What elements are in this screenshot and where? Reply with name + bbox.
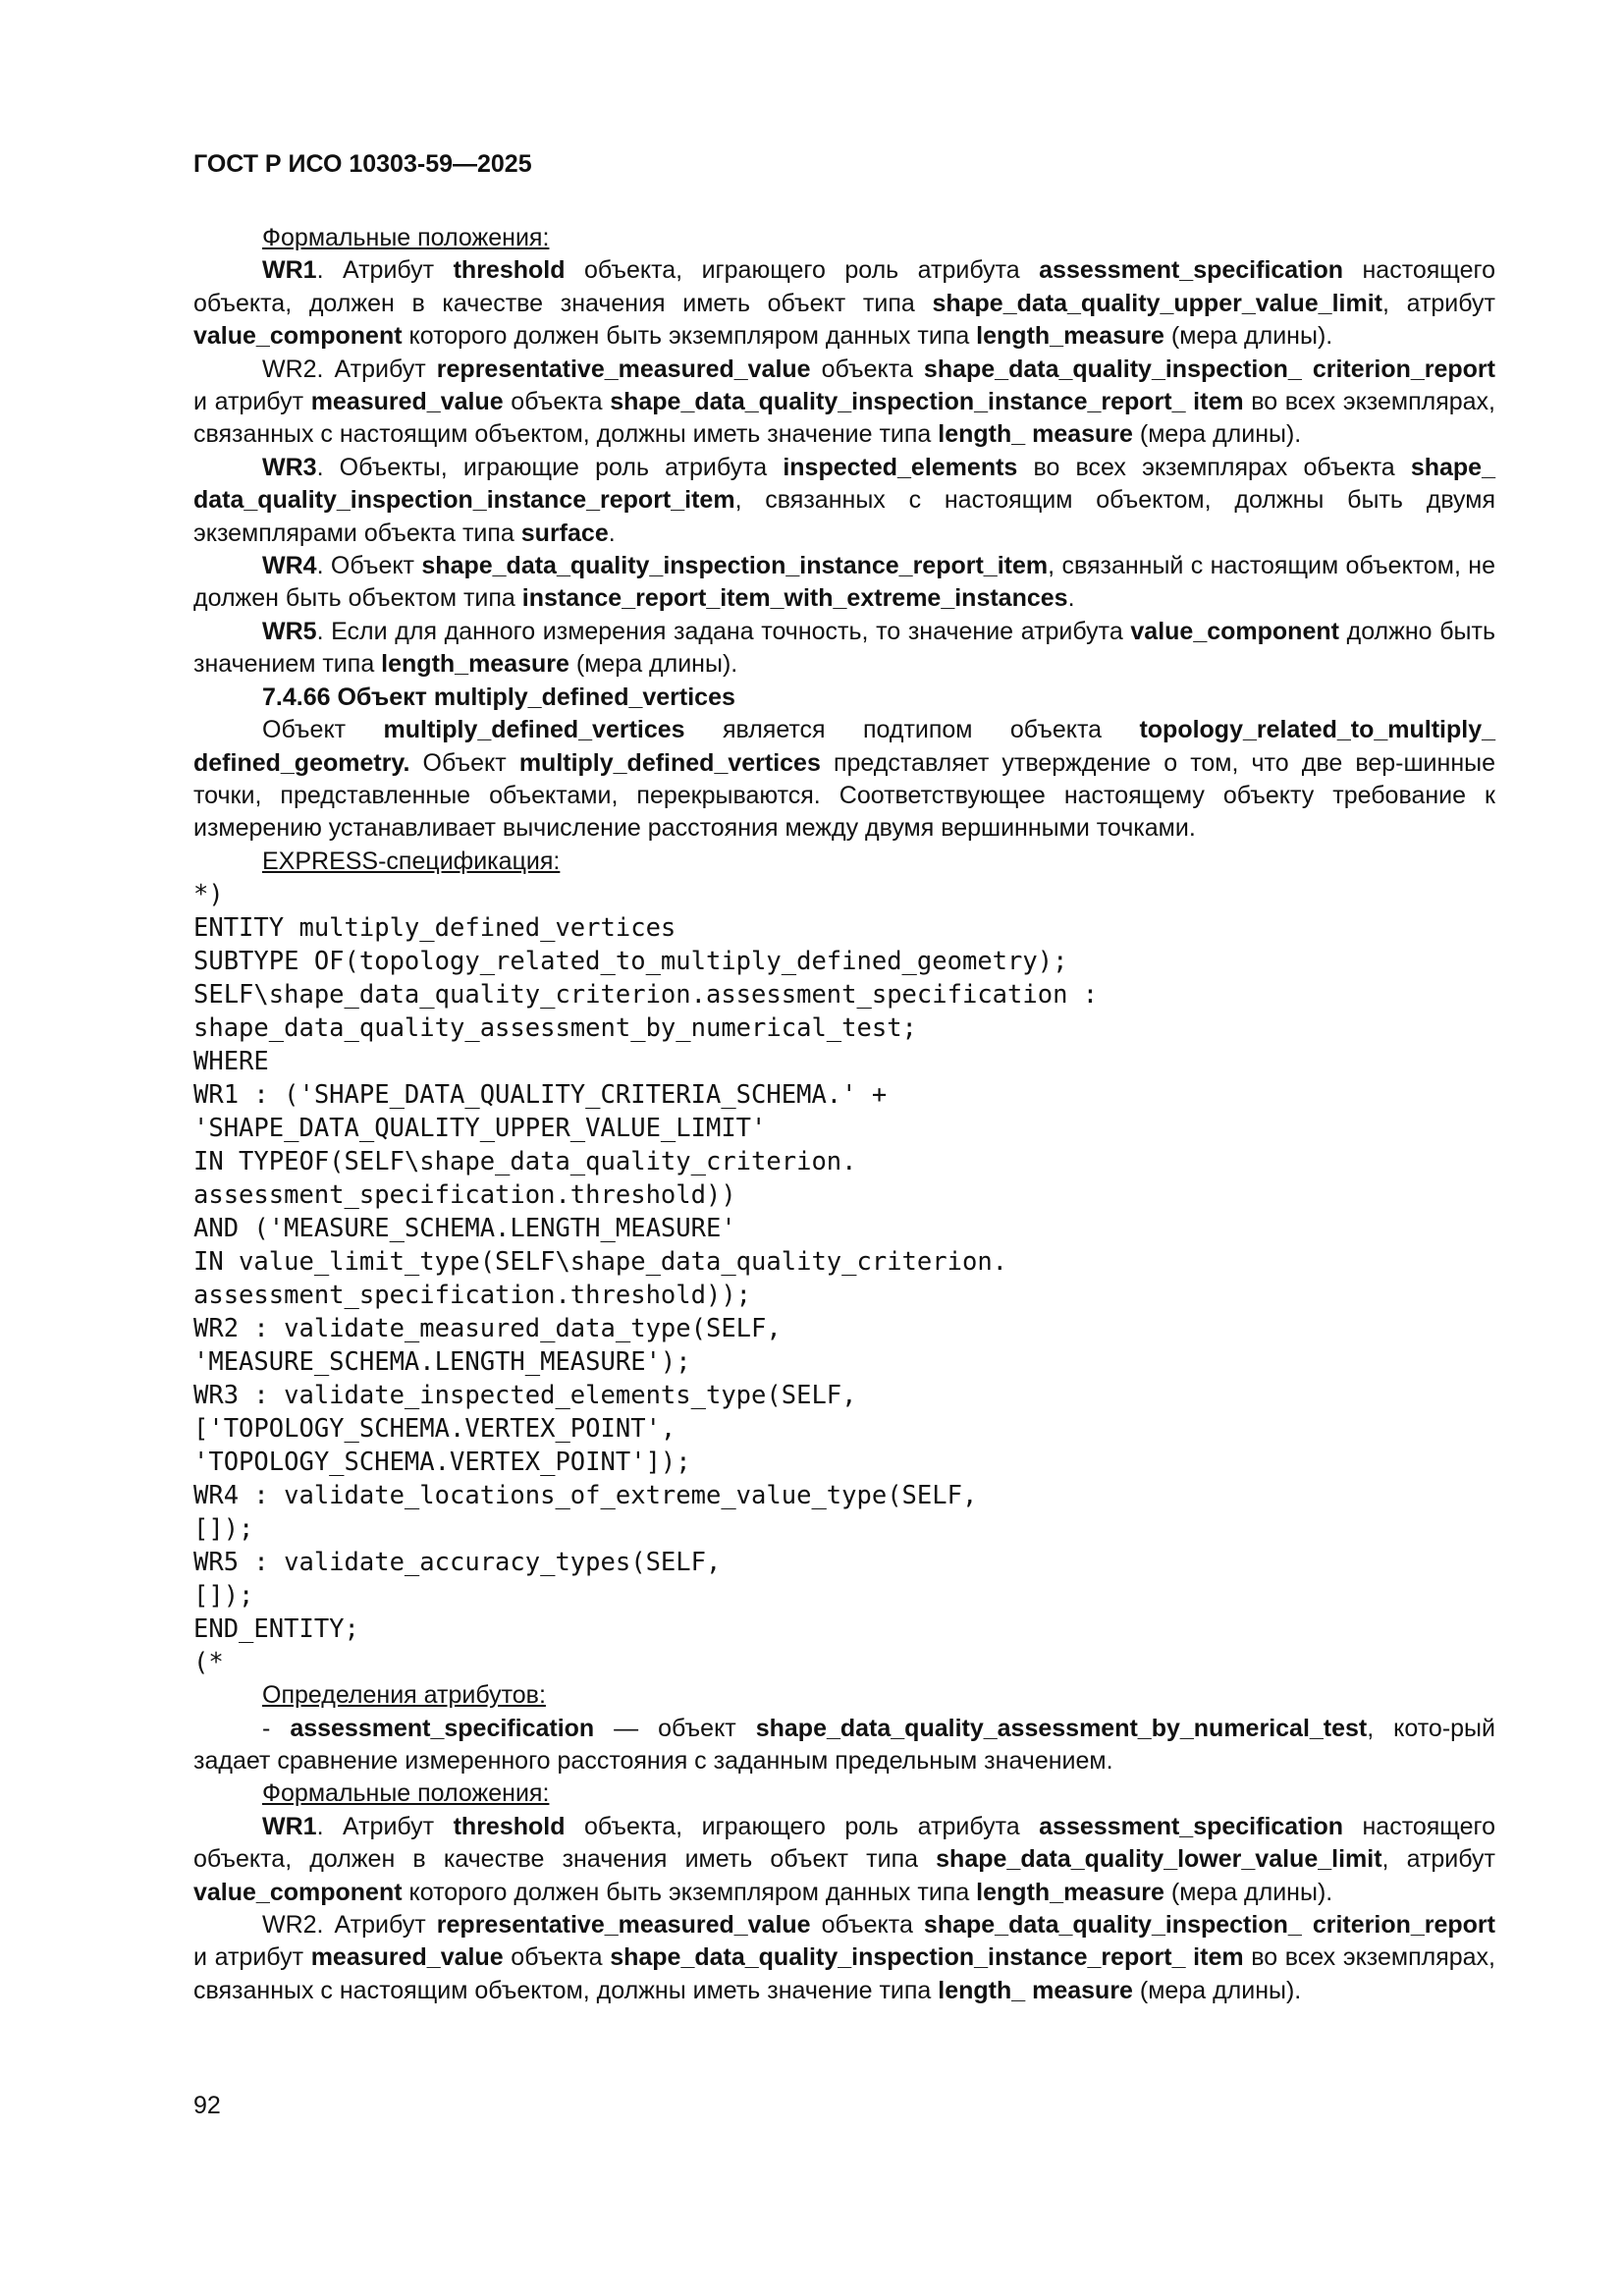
page-number: 92 — [193, 2092, 221, 2119]
bold-term: value_component — [193, 1878, 403, 1906]
paragraph — [193, 1811, 1495, 1909]
text-run: , кото-рый задает сравнение измеренного расстояния с заданным предельным значением. — [193, 1714, 1495, 1775]
text-run: . — [608, 519, 616, 547]
bold-term: multiply_defined_vertices — [383, 716, 685, 744]
paragraph — [193, 1713, 1495, 1778]
text-run: объекта — [810, 1910, 924, 1939]
code-line: WR4 : validate_locations_of_extreme_value_type(SELF, — [193, 1481, 978, 1511]
text-run: объекта, играющего роль атрибута — [565, 1812, 1040, 1840]
paragraph — [193, 354, 1495, 452]
text-run: во всех экземплярах объекта — [1017, 453, 1411, 481]
text-run: представляет утверждение о том, что две вер-шинные точки, представленные объектами, перекрываются. Соответствующее настоящему объекту требование к измерению устанавливает вычисление расстояния между двумя вершинными точками. — [193, 748, 1495, 843]
bold-term: length_measure — [976, 1878, 1164, 1906]
text-run: . — [1067, 584, 1075, 613]
bold-term: shape_data_quality_inspection_ criterion_report — [923, 1910, 1495, 1939]
code-line: assessment_specification.threshold)) — [193, 1180, 736, 1211]
code-line: IN TYPEOF(SELF\shape_data_quality_criterion. — [193, 1147, 857, 1177]
bold-term: shape_data_quality_upper_value_limit — [932, 289, 1382, 317]
bold-term: multiply_defined_vertices — [518, 748, 821, 777]
code-line: SUBTYPE OF(topology_related_to_multiply_defined_geometry); — [193, 947, 1068, 977]
text-run: во всех экземплярах, связанных с настоящим объектом, должны иметь значение типа — [193, 388, 1495, 449]
text-run: WR2. Атрибут — [262, 1910, 437, 1939]
code-line: 'SHAPE_DATA_QUALITY_UPPER_VALUE_LIMIT' — [193, 1114, 767, 1144]
text-run: настоящего объекта, должен в качестве значения иметь объект типа — [193, 1812, 1495, 1874]
code-line: (* — [193, 1648, 224, 1678]
text-run: Объект — [409, 748, 519, 777]
bold-term: shape_data_quality_inspection_instance_report_ item — [610, 1943, 1244, 1972]
bold-term: assessment_specification — [290, 1714, 595, 1742]
code-line: 'MEASURE_SCHEMA.LENGTH_MEASURE'); — [193, 1347, 691, 1378]
paragraph — [193, 254, 1495, 353]
text-run: . Объект — [316, 552, 422, 580]
bold-term: measured_value — [310, 388, 504, 416]
text-run: настоящего объекта, должен в качестве значения иметь объект типа — [193, 256, 1495, 317]
bold-term: assessment_specification — [1039, 1812, 1344, 1840]
bold-term: threshold — [453, 1812, 566, 1840]
text-run: которого должен быть экземпляром данных типа — [402, 322, 977, 351]
bold-term: shape_data_quality_lower_value_limit — [936, 1845, 1382, 1874]
text-run: , атрибут — [1381, 1845, 1495, 1874]
text-run: . Атрибут — [316, 256, 454, 285]
bold-term: WR1 — [262, 1812, 317, 1840]
text-run: — объект — [594, 1714, 756, 1742]
paragraph — [193, 714, 1495, 846]
bold-term: WR1 — [262, 256, 317, 285]
document-body — [193, 222, 1495, 2007]
code-line: WR1 : ('SHAPE_DATA_QUALITY_CRITERIA_SCHEMA.' + — [193, 1080, 888, 1111]
section-label: Определения атрибутов: — [262, 1681, 546, 1710]
bold-term: length_ measure — [938, 420, 1133, 449]
bold-term: surface — [520, 519, 609, 547]
code-line: WR3 : validate_inspected_elements_type(SELF, — [193, 1381, 857, 1411]
text-run: объекта — [503, 388, 611, 416]
text-run: и атрибут — [193, 1943, 311, 1972]
bold-term: WR5 — [262, 617, 317, 645]
text-run: . Объекты, играющие роль атрибута — [316, 453, 784, 481]
express-code-block — [193, 878, 1495, 1679]
bold-term: shape_ data_quality_inspection_instance_report_item — [193, 453, 1495, 515]
code-line: WR2 : validate_measured_data_type(SELF, — [193, 1314, 782, 1344]
bold-term: length_measure — [381, 650, 569, 679]
code-line: *) — [193, 880, 224, 910]
paragraph — [193, 616, 1495, 682]
code-line: END_ENTITY; — [193, 1614, 359, 1645]
text-run: (мера длины). — [1163, 322, 1333, 351]
code-line: WR5 : validate_accuracy_types(SELF, — [193, 1548, 722, 1578]
bold-term: representative_measured_value — [436, 1910, 811, 1939]
text-run: (мера длины). — [1163, 1878, 1333, 1906]
code-line: ['TOPOLOGY_SCHEMA.VERTEX_POINT', — [193, 1414, 676, 1445]
code-line: []); — [193, 1514, 254, 1545]
bold-term: shape_data_quality_inspection_ criterion_report — [923, 355, 1495, 383]
text-run: , атрибут — [1381, 289, 1495, 317]
text-run: объекта — [503, 1943, 611, 1972]
text-run: во всех экземплярах, связанных с настоящим объектом, должны иметь значение типа — [193, 1943, 1495, 2004]
paragraph — [193, 1909, 1495, 2007]
bold-term: shape_data_quality_inspection_instance_report_ item — [610, 388, 1244, 416]
text-run: . Атрибут — [316, 1812, 454, 1840]
paragraph — [193, 452, 1495, 550]
text-run: объекта — [810, 355, 924, 383]
code-line: []); — [193, 1581, 254, 1612]
text-run: , связанный с настоящим объектом, не должен быть объектом типа — [193, 552, 1495, 613]
bold-term: inspected_elements — [783, 453, 1018, 481]
code-line: AND ('MEASURE_SCHEMA.LENGTH_MEASURE' — [193, 1214, 736, 1244]
code-line: ENTITY multiply_defined_vertices — [193, 913, 676, 944]
section-label: Формальные положения: — [262, 1779, 550, 1808]
text-run: . Если для данного измерения задана точность, то значение атрибута — [316, 617, 1131, 645]
code-line: assessment_specification.threshold)); — [193, 1281, 752, 1311]
bold-term: value_component — [193, 322, 403, 351]
text-run: должно быть значением типа — [193, 617, 1495, 679]
section-label: EXPRESS-спецификация: — [262, 847, 561, 875]
text-run: - — [262, 1714, 291, 1742]
text-run: , связанных с настоящим объектом, должны быть двумя экземплярами объекта типа — [193, 486, 1495, 547]
bold-term: threshold — [453, 256, 566, 285]
section-label: Формальные положения: — [262, 224, 550, 251]
bold-term: instance_report_item_with_extreme_instances — [521, 584, 1068, 613]
bold-term: topology_related_to_multiply_ defined_geometry. — [193, 716, 1496, 777]
bold-term: value_component — [1130, 617, 1339, 645]
text-run: является подтипом объекта — [684, 716, 1140, 744]
text-run: (мера длины). — [1132, 1976, 1302, 2004]
code-line: WHERE — [193, 1047, 269, 1077]
text-run: объекта, играющего роль атрибута — [565, 256, 1040, 285]
section-heading: 7.4.66 Объект multiply_defined_vertices — [262, 683, 735, 711]
bold-term: shape_data_quality_assessment_by_numerical_test — [755, 1714, 1368, 1742]
text-run: WR2. Атрибут — [262, 355, 437, 383]
text-run: (мера длины). — [568, 650, 738, 679]
code-line: shape_data_quality_assessment_by_numerical_test; — [193, 1013, 917, 1044]
bold-term: assessment_specification — [1039, 256, 1344, 285]
bold-term: shape_data_quality_inspection_instance_report_item — [421, 552, 1049, 580]
bold-term: representative_measured_value — [436, 355, 811, 383]
paragraph — [193, 550, 1495, 616]
code-line: 'TOPOLOGY_SCHEMA.VERTEX_POINT']); — [193, 1448, 691, 1478]
code-line: IN value_limit_type(SELF\shape_data_quality_criterion. — [193, 1247, 1008, 1278]
text-run: (мера длины). — [1132, 420, 1302, 449]
bold-term: measured_value — [310, 1943, 504, 1972]
text-run: которого должен быть экземпляром данных типа — [402, 1878, 977, 1906]
text-run: Объект — [262, 716, 384, 744]
bold-term: length_ measure — [938, 1976, 1133, 2004]
document-header: ГОСТ Р ИСО 10303-59—2025 — [193, 150, 532, 178]
bold-term: WR3 — [262, 453, 317, 481]
bold-term: length_measure — [976, 322, 1164, 351]
text-run: и атрибут — [193, 388, 311, 416]
code-line: SELF\shape_data_quality_criterion.assessment_specification : — [193, 980, 1099, 1011]
bold-term: WR4 — [262, 552, 317, 580]
